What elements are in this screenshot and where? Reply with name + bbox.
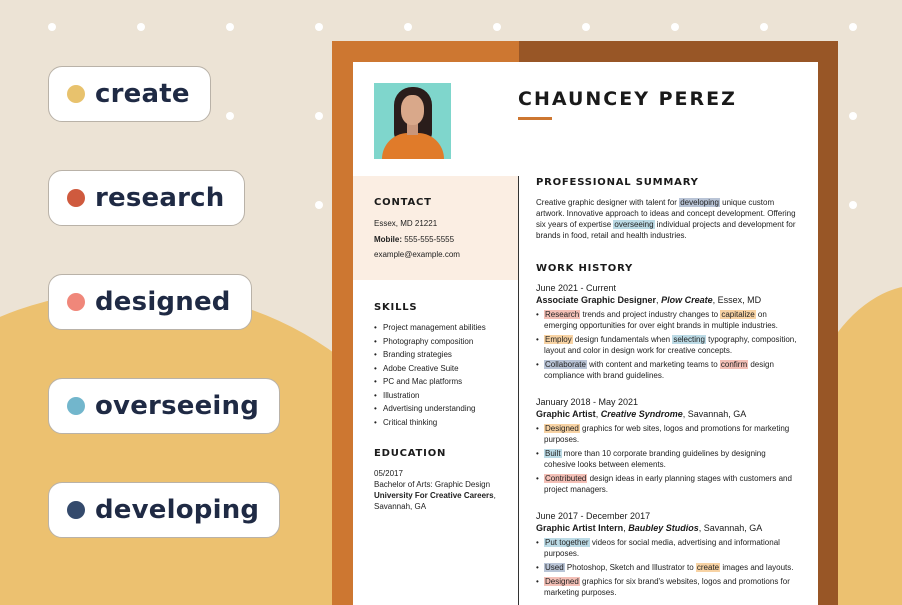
keyword-label: designed <box>95 287 231 317</box>
skill-item: • Adobe Creative Suite <box>374 362 486 376</box>
education-location: Savannah, GA <box>374 502 427 511</box>
education-school: University For Creative Careers, <box>374 491 496 500</box>
keyword-highlight: developing <box>680 198 719 207</box>
keyword-dot <box>67 293 85 311</box>
job-bullet: • Put together videos for social media, advertising and informational purposes. <box>536 537 798 559</box>
keyword-pill-create <box>48 66 211 122</box>
work-history-heading: WORK HISTORY <box>536 263 634 274</box>
job-bullet: • Designed graphics for six brand's websites, logos and promotions for marketing purposes. <box>536 576 798 598</box>
job-role: Graphic Artist Intern, Baubley Studios, Savannah, GA <box>536 523 763 533</box>
keyword-pill-designed <box>48 274 252 330</box>
candidate-name: CHAUNCEY PEREZ <box>518 88 737 110</box>
keyword-pill-research <box>48 170 245 226</box>
job-entry <box>536 397 798 498</box>
contact-mobile <box>374 234 454 245</box>
skill-item: • PC and Mac platforms <box>374 375 486 389</box>
education-degree: Bachelor of Arts: Graphic Design <box>374 480 491 489</box>
name-underline <box>518 117 552 120</box>
keyword-pill-developing <box>48 482 280 538</box>
job-role: Associate Graphic Designer, Plow Create, Essex, MD <box>536 295 762 305</box>
skill-item: • Advertising understanding <box>374 402 486 416</box>
job-bullets <box>536 309 798 381</box>
skill-item: • Photography composition <box>374 335 486 349</box>
job-role: Graphic Artist, Creative Syndrome, Savannah, GA <box>536 409 747 419</box>
keyword-label: create <box>95 79 190 109</box>
contact-email: example@example.com <box>374 250 460 259</box>
keyword-dot <box>67 85 85 103</box>
keyword-dot <box>67 501 85 519</box>
skills-list <box>374 321 486 429</box>
job-bullet: • Contributed design ideas in early planning stages with customers and project managers. <box>536 473 798 495</box>
job-bullet: • Built more than 10 corporate branding guidelines by designing cohesive looks between elements. <box>536 448 798 470</box>
mobile-number: 555-555-5555 <box>404 235 455 244</box>
keyword-label: research <box>95 183 225 213</box>
keyword-pill-overseeing <box>48 378 280 434</box>
job-entry <box>536 511 798 601</box>
job-bullet: • Designed graphics for web sites, logos and promotions for marketing purposes. <box>536 423 798 445</box>
skill-item: • Project management abilities <box>374 321 486 335</box>
resume-document <box>353 62 818 605</box>
skills-heading: SKILLS <box>374 302 418 313</box>
job-bullet: • Employ design fundamentals when selecting typography, composition, layout and color in design work for creative concepts. <box>536 334 798 356</box>
job-bullets <box>536 423 798 495</box>
job-dates: June 2021 - Current <box>536 283 617 293</box>
skill-item: • Branding strategies <box>374 348 486 362</box>
education-date: 05/2017 <box>374 469 403 478</box>
keyword-label: overseeing <box>95 391 260 421</box>
summary-heading: PROFESSIONAL SUMMARY <box>536 177 699 188</box>
skill-item: • Illustration <box>374 389 486 403</box>
mobile-label: Mobile: <box>374 235 402 244</box>
keyword-label: developing <box>95 495 260 525</box>
job-entry <box>536 283 798 384</box>
job-dates: January 2018 - May 2021 <box>536 397 639 407</box>
job-bullet: • Collaborate with content and marketing teams to confirm design compliance with brand guidelines. <box>536 359 798 381</box>
summary-text: Creative graphic designer with talent for developing unique custom artwork. Innovative approach to ideas and concept development. Offering six years of expertise overseeing individual projects and development for brands in food, retail and health industries. <box>536 198 796 240</box>
keyword-dot <box>67 189 85 207</box>
profile-photo <box>374 83 451 159</box>
job-dates: June 2017 - December 2017 <box>536 511 651 521</box>
contact-heading: CONTACT <box>374 197 432 208</box>
column-divider <box>518 176 519 605</box>
education-heading: EDUCATION <box>374 448 447 459</box>
keyword-dot <box>67 397 85 415</box>
skill-item: • Critical thinking <box>374 416 486 430</box>
job-bullet: • Used Photoshop, Sketch and Illustrator to create images and layouts. <box>536 562 798 573</box>
job-bullet: • Research trends and project industry changes to capitalize on emerging opportunities for over eight brands in multiple industries. <box>536 309 798 331</box>
job-bullets <box>536 537 798 598</box>
keyword-highlight: overseeing <box>614 220 654 229</box>
contact-location: Essex, MD 21221 <box>374 219 438 228</box>
